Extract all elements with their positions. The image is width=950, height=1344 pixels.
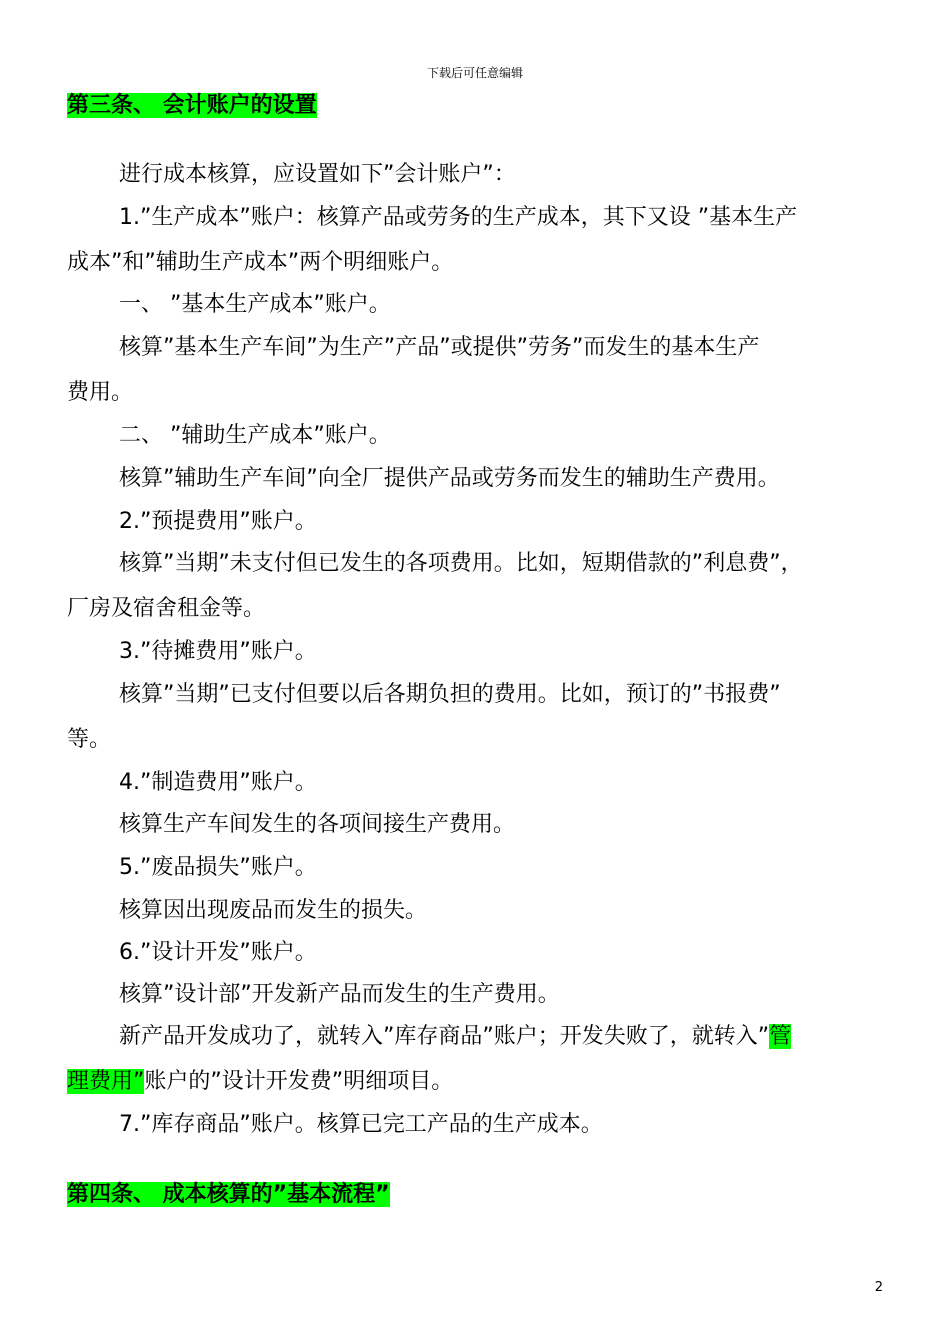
- paragraph-line: 5.”废品损失”账户。: [119, 855, 317, 880]
- paragraph-line: 核算”辅助生产车间”向全厂提供产品或劳务而发生的辅助生产费用。: [119, 466, 780, 491]
- page-number: 2: [874, 1280, 883, 1295]
- paragraph-line: 3.”待摊费用”账户。: [119, 639, 317, 664]
- heading-4-text: 第四条、 成本核算的”基本流程”: [67, 1182, 390, 1207]
- paragraph-line: 费用。: [67, 380, 134, 405]
- paragraph-line: 核算生产车间发生的各项间接生产费用。: [119, 812, 516, 837]
- paragraph-line: 核算”当期”未支付但已发生的各项费用。比如，短期借款的”利息费”，: [119, 551, 803, 576]
- section-heading-4: [67, 1181, 390, 1209]
- paragraph-line: 7.”库存商品”账户。核算已完工产品的生产成本。: [119, 1112, 603, 1137]
- paragraph-line: 等。: [67, 727, 112, 752]
- paragraph-line: 核算”基本生产车间”为生产”产品”或提供”劳务”而发生的基本生产: [119, 335, 760, 360]
- paragraph-line: [67, 1067, 453, 1097]
- paragraph-line: 二、 ”辅助生产成本”账户。: [119, 423, 391, 448]
- paragraph-line: 核算”设计部”开发新产品而发生的生产费用。: [119, 982, 560, 1007]
- paragraph-line: 厂房及宿舍租金等。: [67, 596, 266, 621]
- paragraph-line: [119, 1022, 791, 1052]
- paragraph-line: 1.”生产成本”账户：核算产品或劳务的生产成本，其下又设 ”基本生产: [119, 205, 798, 230]
- page-header: 下载后可任意编辑: [426, 66, 523, 80]
- line-text: 账户的”设计开发费”明细项目。: [144, 1069, 454, 1094]
- section-heading-3: [67, 92, 317, 120]
- highlighted-text: 理费用”: [67, 1069, 145, 1094]
- paragraph-line: 核算”当期”已支付但要以后各期负担的费用。比如，预订的”书报费”: [119, 682, 781, 707]
- line-text: 新产品开发成功了，就转入”库存商品”账户；开发失败了，就转入”: [119, 1024, 770, 1049]
- paragraph-line: 核算因出现废品而发生的损失。: [119, 898, 428, 923]
- paragraph-line: 6.”设计开发”账户。: [119, 940, 317, 965]
- paragraph-line: 2.”预提费用”账户。: [119, 509, 317, 534]
- paragraph-line: 进行成本核算，应设置如下”会计账户”：: [119, 162, 516, 187]
- highlighted-text: 管: [769, 1024, 792, 1049]
- heading-3-text: 第三条、 会计账户的设置: [67, 93, 317, 118]
- paragraph-line: 一、 ”基本生产成本”账户。: [119, 292, 391, 317]
- paragraph-line: 成本”和”辅助生产成本”两个明细账户。: [67, 250, 454, 275]
- paragraph-line: 4.”制造费用”账户。: [119, 770, 317, 795]
